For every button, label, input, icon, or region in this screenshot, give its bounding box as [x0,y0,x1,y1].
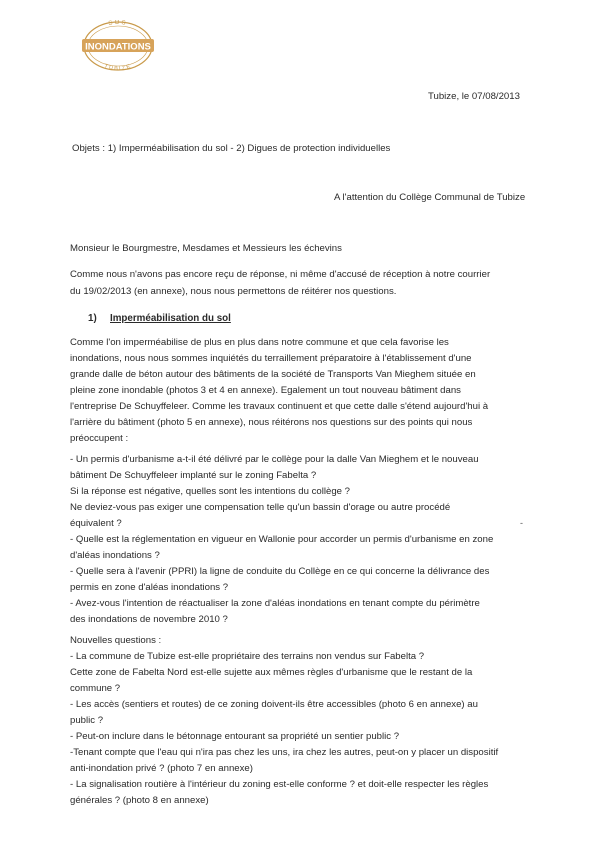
question-line: public ? [70,715,104,726]
intro-line: Comme nous n'avons pas encore reçu de réponse, ni même d'accusé de réception à notre courrier [70,269,491,280]
paragraph-line: pleine zone inondable (photos 3 et 4 en annexe). Egalement un tout nouveau bâtiment dans [70,385,461,396]
svg-text:TUBIZE [103,63,132,72]
paragraph-line: Comme l'on imperméabilise de plus en plus dans notre commune et que cela favorise les [70,337,449,348]
letter-subject: Objets : 1) Imperméabilisation du sol - 2) Digues de protection individuelles [72,143,391,154]
question-line: - Avez-vous l'intention de réactualiser la zone d'aléas inondations en tenant compte du périmètre [70,598,480,609]
question-line: -Tenant compte que l'eau qui n'ira pas chez les uns, ira chez les autres, peut-on y placer un dispositif [70,747,499,758]
letter-date: Tubize, le 07/08/2013 [428,91,520,102]
question-line: anti-inondation privé ? (photo 7 en annexe) [70,763,253,774]
question-line: permis en zone d'aléas inondations ? [70,582,229,593]
question-line: Si la réponse est négative, quelles sont les intentions du collège ? [70,486,350,497]
logo-main-text: INONDATIONS [85,41,151,53]
question-line: - La commune de Tubize est-elle propriétaire des terrains non vendus sur Fabelta ? [70,651,425,662]
section-number: 1) [88,313,97,324]
question-line: équivalent ? [70,518,122,529]
logo-top-text: SOS [108,20,128,28]
paragraph-line: l'arrière du bâtiment (photo 5 en annexe), nous réitérons nos questions sur des points qui nous [70,417,473,428]
question-line: - Quelle est la réglementation en vigueur en Wallonie pour accorder un permis d'urbanisme en zone [70,534,494,545]
svg-text:SOS [108,20,128,27]
question-line: - Peut-on inclure dans le bétonnage entourant sa propriété un sentier public ? [70,731,400,742]
margin-mark: - [520,518,523,528]
new-questions-title: Nouvelles questions : [70,635,162,646]
section-title [88,313,231,324]
logo-bottom-text: TUBIZE [103,63,133,72]
salutation: Monsieur le Bourgmestre, Mesdames et Messieurs les échevins [70,243,342,254]
question-line: - Un permis d'urbanisme a-t-il été délivré par le collège pour la dalle Van Mieghem et le nouveau [70,454,479,465]
question-line: Cette zone de Fabelta Nord est-elle sujette aux mêmes règles d'urbanisme que le restant de la [70,667,473,678]
question-line: des inondations de novembre 2010 ? [70,614,228,625]
intro-line: du 19/02/2013 (en annexe), nous nous permettons de réitérer nos questions. [70,286,397,297]
section-heading: Imperméabilisation du sol [110,313,231,324]
sos-inondations-logo [80,20,156,72]
question-line: générales ? (photo 8 en annexe) [70,795,209,806]
question-line: bâtiment De Schuyffeleer implanté sur le zoning Fabelta ? [70,470,317,481]
letter-recipient: A l'attention du Collège Communal de Tubize [334,192,526,203]
paragraph-line: inondations, nous nous sommes inquiétés du terraillement préparatoire à l'établissement d'une [70,353,472,364]
question-line: Ne deviez-vous pas exiger une compensation telle qu'un bassin d'orage ou autre procédé [70,502,451,513]
question-line: - La signalisation routière à l'intérieur du zoning est-elle conforme ? et doit-elle respecter les règles [70,779,489,790]
question-line: d'aléas inondations ? [70,550,160,561]
question-line: - Les accès (sentiers et routes) de ce zoning doivent-ils être accessibles (photo 6 en annexe) au [70,699,478,710]
paragraph-line: l'entreprise De Schuyffeleer. Comme les travaux continuent et que cette dalle s'étend aujourd'hui à [70,401,489,412]
paragraph-line: grande dalle de béton autour des bâtiments de la société de Transports Van Mieghem située en [70,369,476,380]
question-line: commune ? [70,683,121,694]
paragraph-line: préoccupent : [70,433,129,444]
question-line: - Quelle sera à l'avenir (PPRI) la ligne de conduite du Collège en ce qui concerne la délivrance des [70,566,490,577]
